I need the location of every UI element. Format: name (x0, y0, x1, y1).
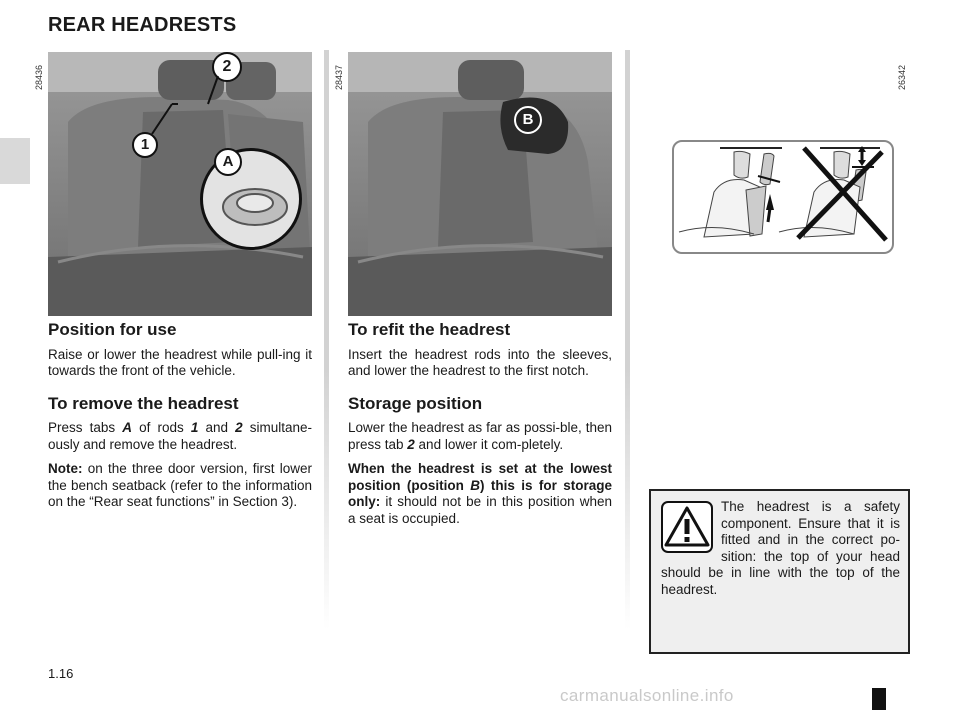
note-three-door-version: Note: on the three door version, first lower the bench seatback (refer to the information on the “Rear seat functions” in Section 3). (48, 461, 312, 509)
callout-b: B (514, 106, 542, 134)
paragraph-storage-warning: When the headrest is set at the lowest position (position B) this is for storage only: it should not be in this position when a seat is occupied. (348, 461, 612, 526)
seat-photo-illustration (348, 52, 612, 316)
page-title: REAR HEADRESTS (48, 14, 237, 36)
figure-storage-position-photo (348, 52, 612, 316)
warning-text: The headrest is a safety component. Ensure that it is fitted and in the correct po-sition: the top of your head should be in line with the top of the headrest. (661, 499, 900, 597)
figure-number: 26342 (897, 64, 907, 90)
heading-position-for-use: Position for use (48, 320, 177, 339)
section-tab-marker (0, 138, 30, 184)
column-left (48, 322, 312, 519)
bookmark-marker (872, 688, 886, 710)
paragraph-position-for-use: Raise or lower the headrest while pull-ing it towards the front of the vehicle. (48, 346, 312, 378)
heading-storage-position: Storage position (348, 393, 483, 413)
paragraph-storage-position: Lower the headrest as far as possi-ble, then press tab 2 and lower it com-pletely. (348, 420, 612, 452)
warning-content (661, 499, 900, 598)
callout-2: 2 (212, 52, 242, 82)
heading-remove-headrest: To remove the headrest (48, 393, 239, 413)
heading-refit-headrest: To refit the headrest (348, 320, 511, 339)
column-middle (348, 322, 612, 535)
paragraph-remove-headrest: Press tabs A of rods 1 and 2 simultane-ously and remove the headrest. (48, 420, 313, 452)
figure-number: 28437 (334, 64, 344, 90)
callout-a: A (214, 148, 242, 176)
callout-1: 1 (132, 132, 158, 158)
column-divider-left (324, 50, 329, 630)
figure-headrest-rods-photo (48, 52, 312, 316)
figure-number: 28436 (34, 64, 44, 90)
correct-incorrect-headrest-diagram (674, 142, 892, 252)
page-number: 1.16 (48, 666, 74, 681)
safety-warning-box (649, 489, 910, 654)
headrest-position-diagram (672, 140, 894, 254)
paragraph-refit-headrest: Insert the headrest rods into the sleeves, and lower the headrest to the first notch. (348, 346, 612, 378)
column-divider-right (625, 50, 630, 630)
watermark-text: carmanualsonline.info (560, 686, 734, 705)
warning-triangle-icon (661, 501, 713, 553)
